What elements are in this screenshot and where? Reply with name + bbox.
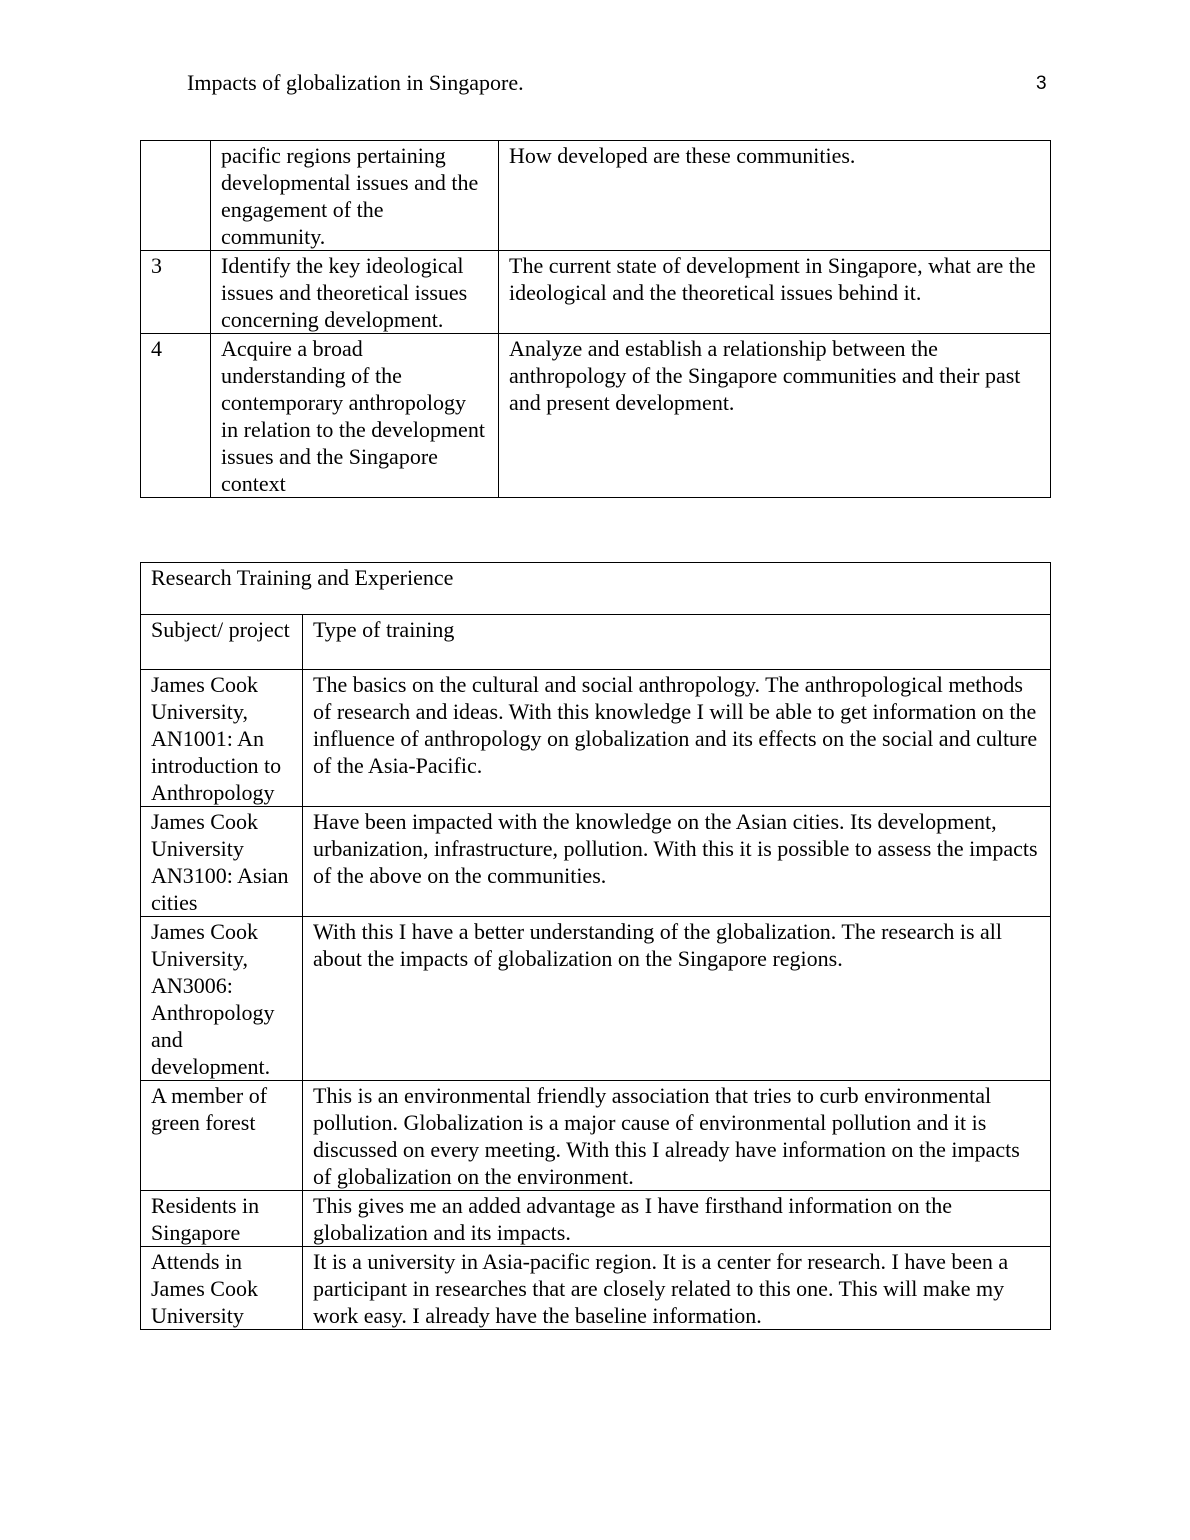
subject-cell: Residents in Singapore	[141, 1191, 303, 1247]
table-title: Research Training and Experience	[141, 563, 1051, 615]
row-number: 3	[141, 251, 211, 334]
training-cell: This is an environmental friendly association that tries to curb environmental pollution. Globalization is a major cause of environmental pollution and it is discussed on every meeting. With this I already have information on the impacts of globalization on the environment.	[303, 1081, 1051, 1191]
row-number: 4	[141, 334, 211, 498]
training-cell: It is a university in Asia-pacific region. It is a center for research. I have been a participant in researches that are closely related to this one. This will make my work easy. I already have the baseline information.	[303, 1247, 1051, 1330]
objective-cell: pacific regions pertaining developmental issues and the engagement of the community.	[211, 141, 499, 251]
table-row	[141, 670, 1051, 807]
question-cell: Analyze and establish a relationship between the anthropology of the Singapore communities and their past and present development.	[499, 334, 1051, 498]
question-cell: How developed are these communities.	[499, 141, 1051, 251]
training-cell: The basics on the cultural and social anthropology. The anthropological methods of research and ideas. With this knowledge I will be able to get information on the influence of anthropology on globalization and its effects on the social and culture of the Asia-Pacific.	[303, 670, 1051, 807]
table-row	[141, 1247, 1051, 1330]
objective-cell: Acquire a broad understanding of the contemporary anthropology in relation to the development issues and the Singapore context	[211, 334, 499, 498]
table-row	[141, 141, 1051, 251]
objective-cell: Identify the key ideological issues and theoretical issues concerning development.	[211, 251, 499, 334]
objectives-table	[140, 140, 1051, 498]
page-number: 3	[1036, 73, 1047, 94]
table-row	[141, 334, 1051, 498]
column-header-type: Type of training	[303, 615, 1051, 670]
row-number	[141, 141, 211, 251]
subject-cell: A member of green forest	[141, 1081, 303, 1191]
table-title-row	[141, 563, 1051, 615]
research-training-table	[140, 562, 1051, 1330]
column-header-subject: Subject/ project	[141, 615, 303, 670]
training-cell: This gives me an added advantage as I have firsthand information on the globalization and its impacts.	[303, 1191, 1051, 1247]
table-header-row	[141, 615, 1051, 670]
subject-cell: James Cook University, AN1001: An introduction to Anthropology	[141, 670, 303, 807]
table-row	[141, 1191, 1051, 1247]
table-row	[141, 1081, 1051, 1191]
subject-cell: James Cook University AN3100: Asian cities	[141, 807, 303, 917]
question-cell: The current state of development in Singapore, what are the ideological and the theoretical issues behind it.	[499, 251, 1051, 334]
table-row	[141, 917, 1051, 1081]
training-cell: Have been impacted with the knowledge on the Asian cities. Its development, urbanization, infrastructure, pollution. With this it is possible to assess the impacts of the above on the communities.	[303, 807, 1051, 917]
running-header: Impacts of globalization in Singapore.	[187, 70, 524, 95]
table-row	[141, 807, 1051, 917]
training-cell: With this I have a better understanding of the globalization. The research is all about the impacts of globalization on the Singapore regions.	[303, 917, 1051, 1081]
subject-cell: James Cook University, AN3006: Anthropology and development.	[141, 917, 303, 1081]
table-row	[141, 251, 1051, 334]
subject-cell: Attends in James Cook University	[141, 1247, 303, 1330]
